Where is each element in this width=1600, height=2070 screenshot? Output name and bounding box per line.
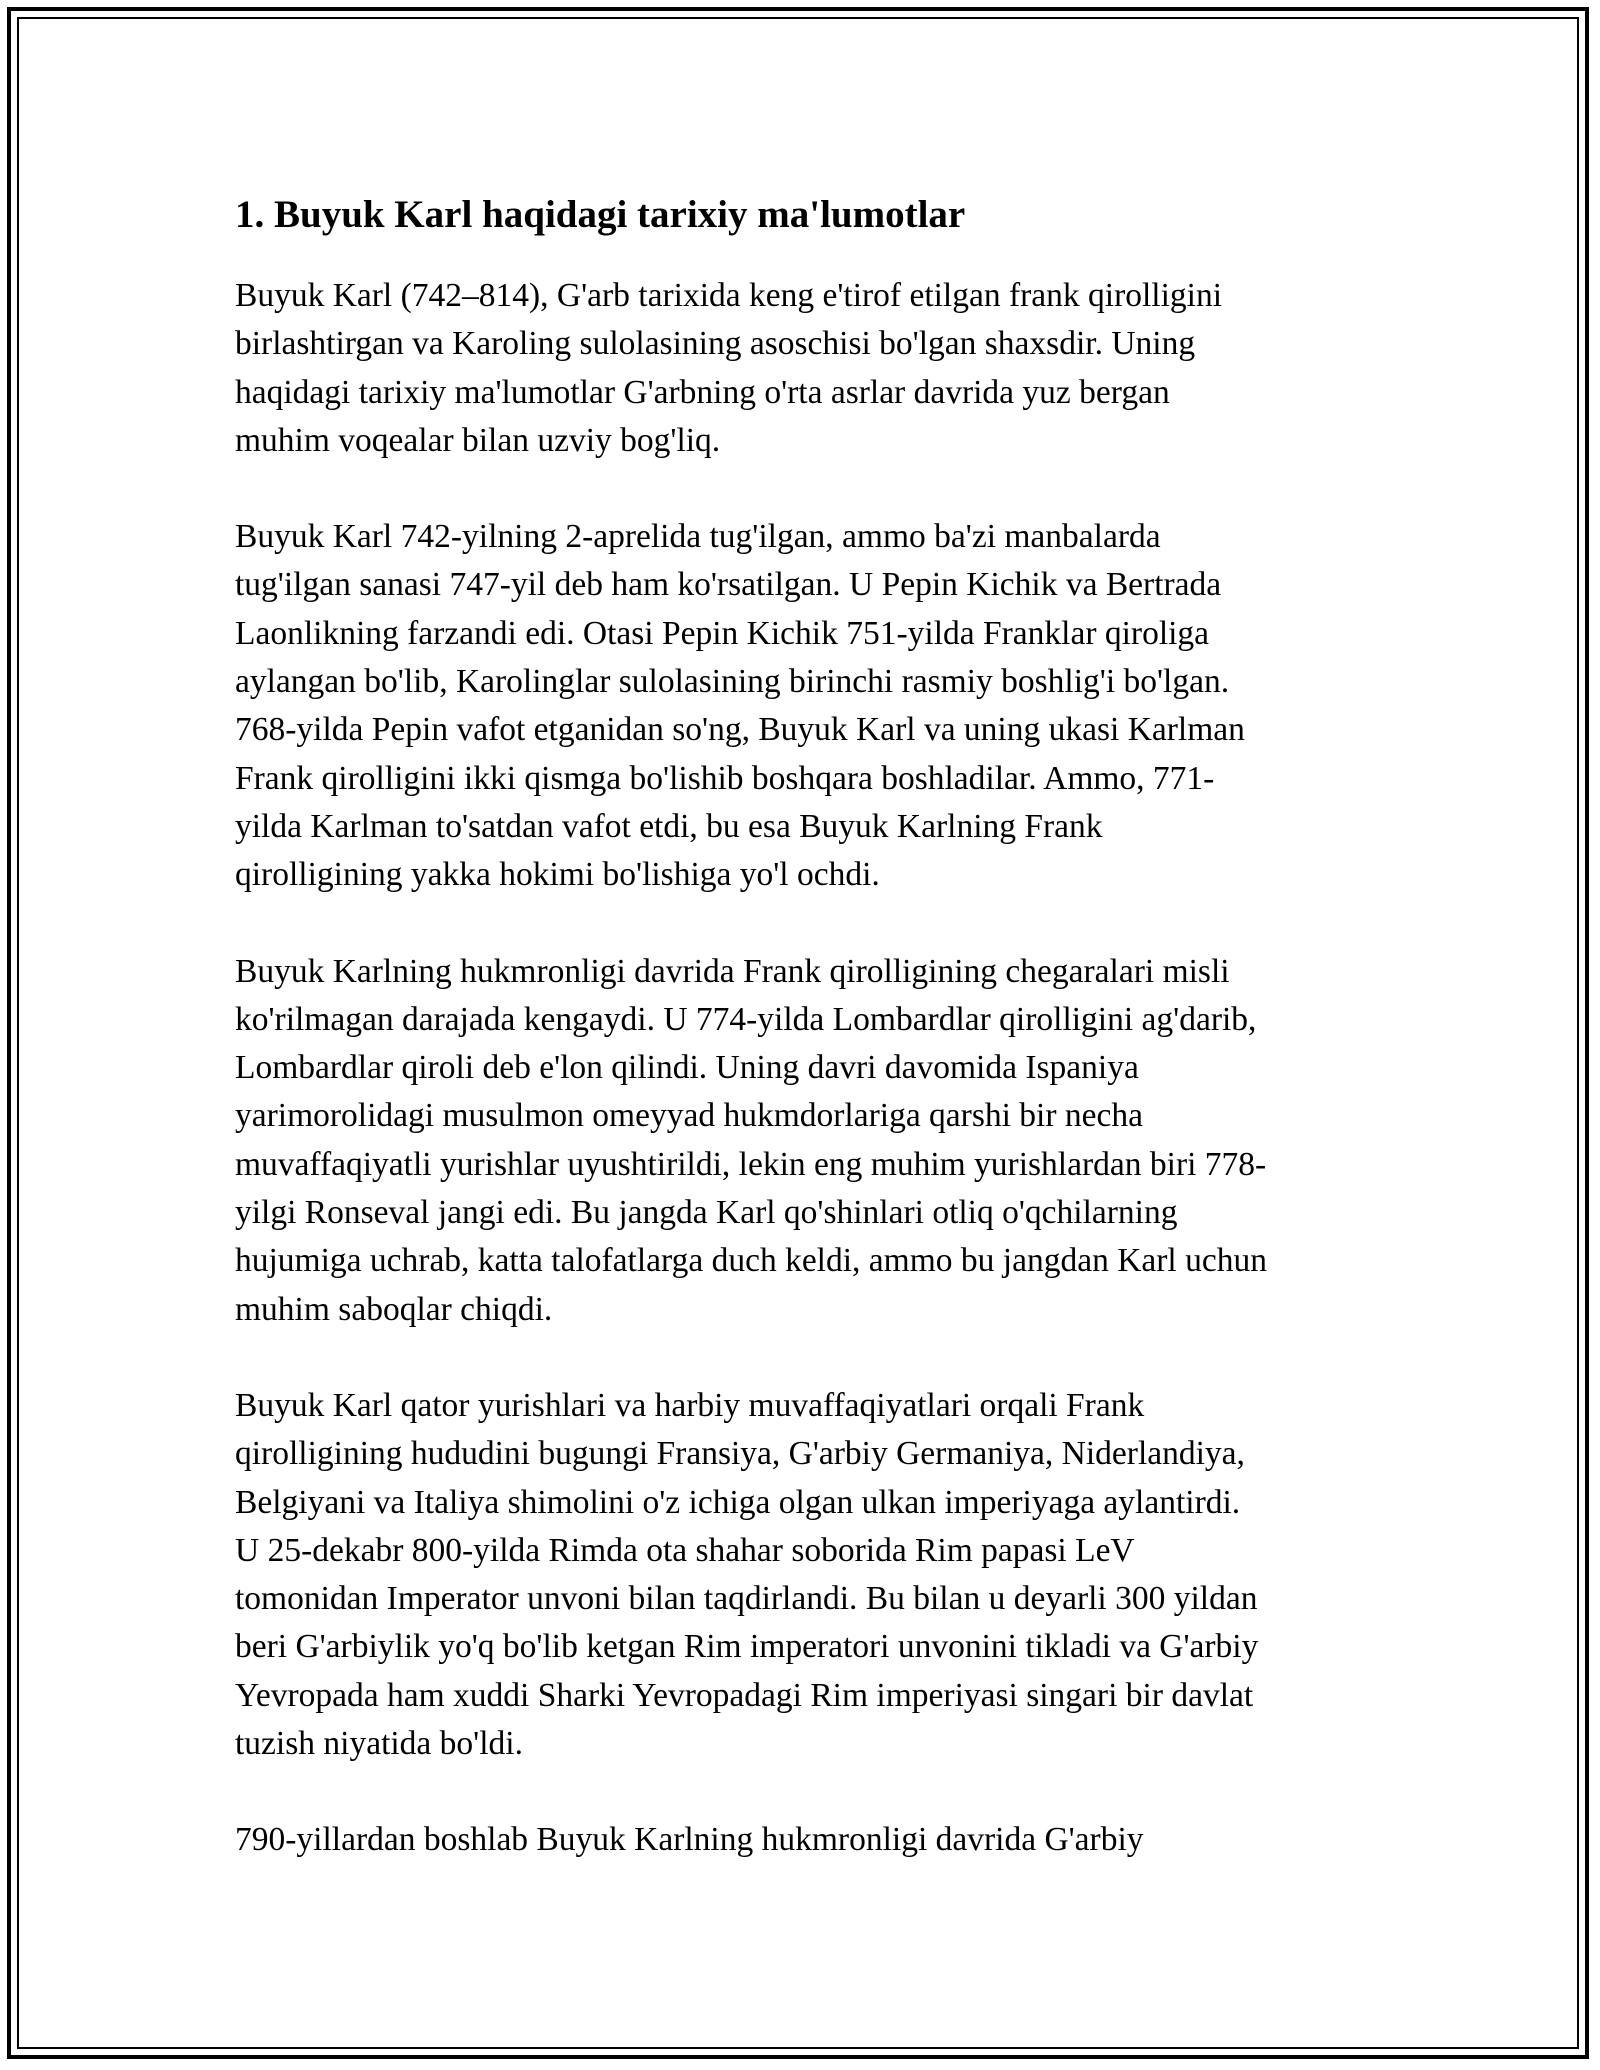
text-line: 768-yilda Pepin vafot etganidan so'ng, Buyuk Karl va uning ukasi Karlman <box>235 711 1245 749</box>
text-line: hujumiga uchrab, katta talofatlarga duch keldi, ammo bu jangdan Karl uchun <box>235 1242 1267 1280</box>
text-line: tomonidan Imperator unvoni bilan taqdirlandi. Bu bilan u deyarli 300 yildan <box>235 1580 1258 1618</box>
text-line: Frank qirolligini ikki qismga bo'lishib boshqara boshladilar. Ammo, 771- <box>235 759 1215 797</box>
text-line: tuzish niyatida bo'ldi. <box>235 1725 523 1763</box>
paragraph <box>235 272 1375 465</box>
text-line: muvaffaqiyatli yurishlar uyushtirildi, lekin eng muhim yurishlardan biri 778- <box>235 1145 1267 1183</box>
text-line: Buyuk Karl qator yurishlari va harbiy muvaffaqiyatlari orqali Frank <box>235 1386 1145 1424</box>
text-line: muhim saboqlar chiqdi. <box>235 1290 553 1328</box>
paragraph-list <box>235 272 1375 1865</box>
text-line: qirolligining yakka hokimi bo'lishiga yo'l ochdi. <box>235 856 880 894</box>
text-line: 790-yillardan boshlab Buyuk Karlning hukmronligi davrida G'arbiy <box>235 1821 1144 1859</box>
text-line: haqidagi tarixiy ma'lumotlar G'arbning o'rta asrlar davrida yuz bergan <box>235 373 1170 411</box>
text-line: U 25-dekabr 800-yilda Rimda ota shahar soborida Rim papasi LeV <box>235 1531 1135 1569</box>
text-line: yilda Karlman to'satdan vafot etdi, bu esa Buyuk Karlning Frank <box>235 807 1103 845</box>
text-line: qirolligining hududini bugungi Fransiya, G'arbiy Germaniya, Niderlandiya, <box>235 1435 1245 1473</box>
text-line: Buyuk Karl (742–814), G'arb tarixida keng e'tirof etilgan frank qirolligini <box>235 277 1223 314</box>
paragraph <box>235 1382 1375 1768</box>
document-body <box>235 182 1375 1913</box>
text-line: beri G'arbiylik yo'q bo'lib ketgan Rim imperatori unvonini tikladi va G'arbiy <box>235 1628 1259 1666</box>
text-line: tug'ilgan sanasi 747-yil deb ham ko'rsatilgan. U Pepin Kichik va Bertrada <box>235 566 1222 604</box>
text-line: ko'rilmagan darajada kengaydi. U 774-yilda Lombardlar qirolligini ag'darib, <box>235 1000 1257 1038</box>
text-line: Laonlikning farzandi edi. Otasi Pepin Kichik 751-yilda Franklar qiroliga <box>235 614 1210 652</box>
text-line: yilgi Ronseval jangi edi. Bu jangda Karl qo'shinlari otliq o'qchilarning <box>235 1194 1178 1232</box>
text-line: aylangan bo'lib, Karolinglar sulolasining birinchi rasmiy boshlig'i bo'lgan. <box>235 663 1230 701</box>
paragraph <box>235 513 1375 899</box>
text-line: Belgiyani va Italiya shimolini o'z ichiga olgan ulkan imperiyaga aylantirdi. <box>235 1483 1241 1521</box>
text-line: Yevropada ham xuddi Sharki Yevropadagi Rim imperiyasi singari bir davlat <box>235 1676 1254 1714</box>
text-line: Buyuk Karlning hukmronligi davrida Frank qirolligining chegaralari misli <box>235 952 1230 990</box>
section-heading: 1. Buyuk Karl haqidagi tarixiy ma'lumotlar <box>235 193 966 236</box>
text-line: birlashtirgan va Karoling sulolasining asoschisi bo'lgan shaxsdir. Uning <box>235 325 1196 363</box>
text-line: Lombardlar qiroli deb e'lon qilindi. Uning davri davomida Ispaniya <box>235 1049 1139 1087</box>
text-line: Buyuk Karl 742-yilning 2-aprelida tug'ilgan, ammo ba'zi manbalarda <box>235 518 1161 556</box>
paragraph <box>235 1816 1375 1864</box>
text-line: muhim voqealar bilan uzviy bog'liq. <box>235 421 721 459</box>
paragraph <box>235 948 1375 1334</box>
text-line: yarimorolidagi musulmon omeyyad hukmdorlariga qarshi bir necha <box>235 1097 1144 1135</box>
